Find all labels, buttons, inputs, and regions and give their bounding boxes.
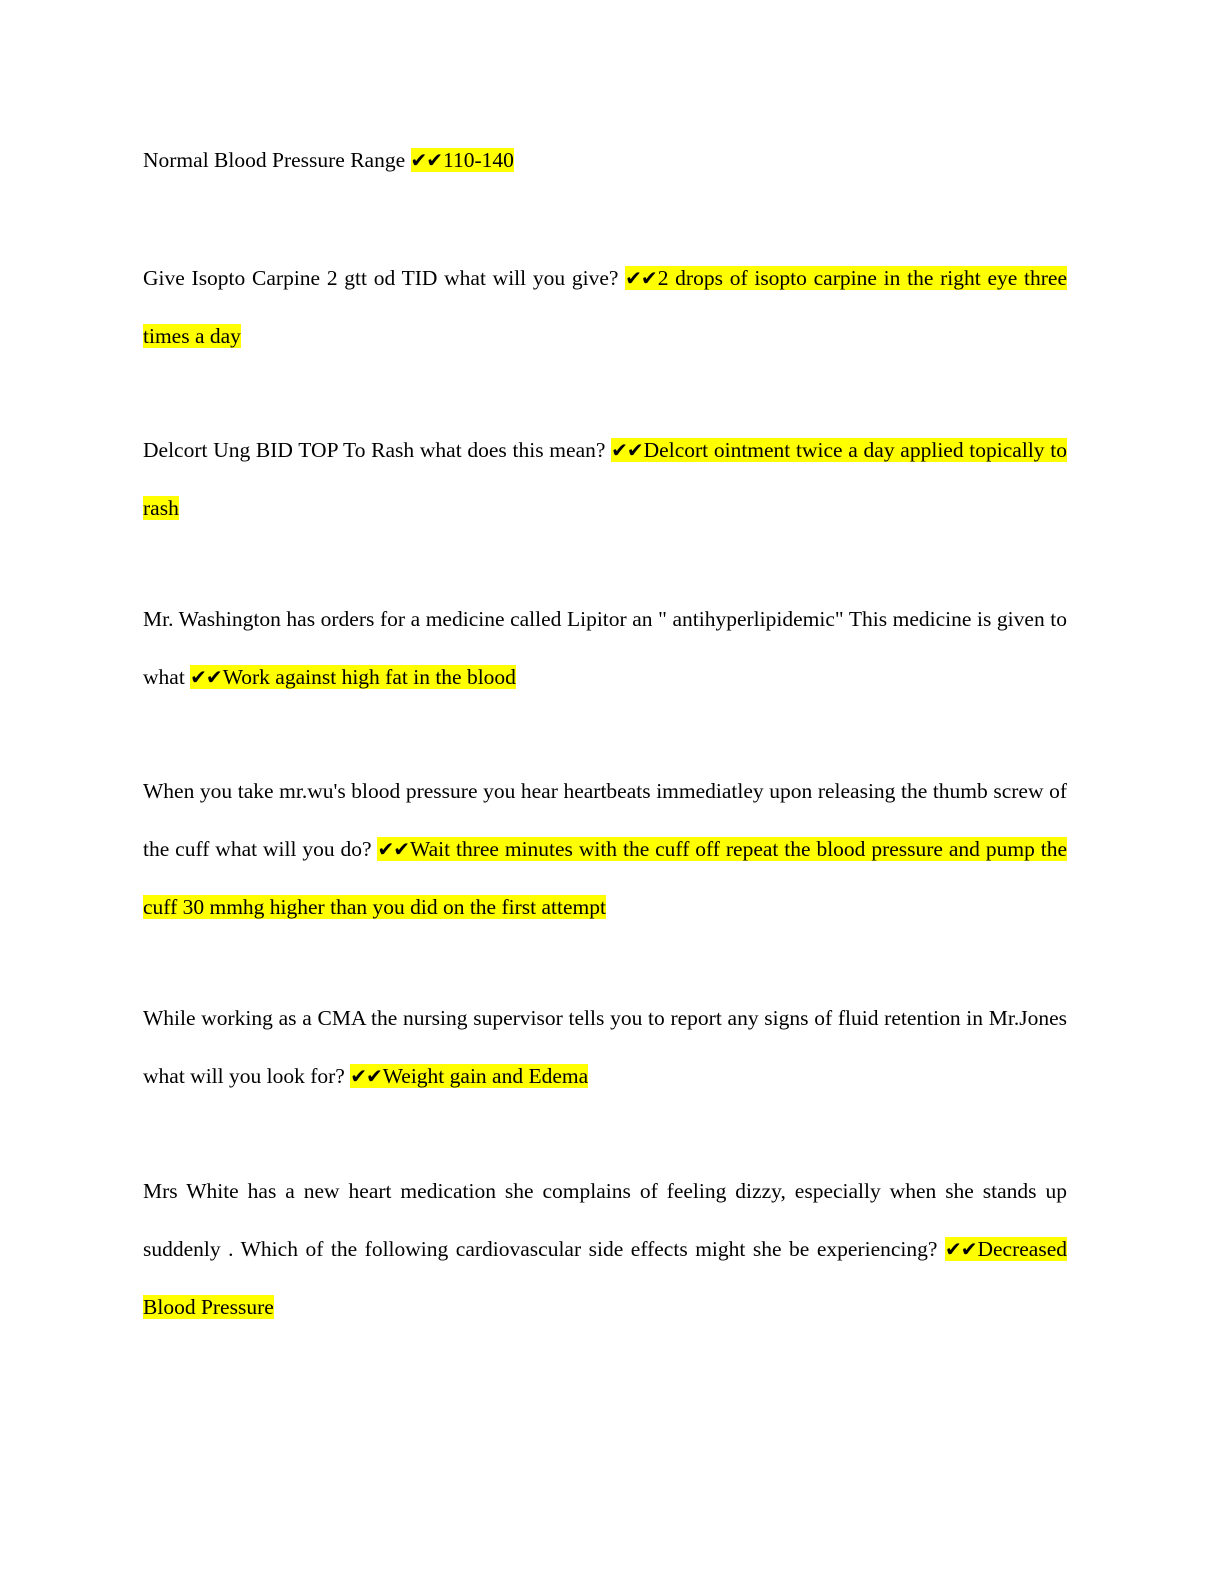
answer-text: Weight gain and Edema	[382, 1064, 589, 1088]
answer-highlight	[190, 665, 516, 689]
check-icon: ✔✔	[350, 1064, 382, 1088]
question-text: Mr. Washington has orders for a medicine called Lipitor an " antihyperlipidemic" This medicine is given to what	[143, 607, 1067, 689]
answer-text: Delcort ointment twice a day applied topically to rash	[143, 438, 1067, 520]
check-icon: ✔✔	[944, 1237, 977, 1261]
check-icon: ✔✔	[377, 837, 409, 861]
qa-item	[143, 989, 1067, 1105]
answer-text: 2 drops of isopto carpine in the right eye three times a day	[143, 266, 1068, 348]
qa-item	[143, 249, 1067, 365]
qa-item	[143, 1162, 1067, 1336]
check-icon: ✔✔	[410, 148, 443, 172]
check-icon: ✔✔	[611, 438, 643, 462]
question-text: While working as a CMA the nursing supervisor tells you to report any signs of fluid retention in Mr.Jones what will you look for?	[143, 1006, 1067, 1088]
answer-highlight	[411, 148, 514, 172]
check-icon: ✔✔	[190, 665, 222, 689]
question-text: When you take mr.wu's blood pressure you hear heartbeats immediatley upon releasing the thumb screw of the cuff what will you do?	[143, 779, 1067, 861]
answer-text: Decreased Blood Pressure	[143, 1237, 1067, 1319]
qa-item	[143, 590, 1067, 706]
answer-text: Wait three minutes with the cuff off repeat the blood pressure and pump the cuff 30 mmhg higher than you did on the first attempt	[143, 837, 1067, 919]
question-text: Give Isopto Carpine 2 gtt od TID what will you give?	[143, 266, 626, 290]
check-icon: ✔✔	[625, 266, 657, 290]
question-text: Mrs White has a new heart medication she complains of feeling dizzy, especially when she stands up suddenly . Which of the following cardiovascular side effects might she be experiencing?	[143, 1179, 1067, 1261]
qa-item	[143, 131, 1067, 189]
question-text: Delcort Ung BID TOP To Rash what does this mean?	[143, 438, 612, 462]
answer-text: 110-140	[443, 148, 514, 172]
qa-item	[143, 762, 1067, 936]
answer-highlight	[350, 1064, 588, 1088]
answer-text: Work against high fat in the blood	[222, 665, 516, 689]
qa-item	[143, 421, 1067, 537]
question-text: Normal Blood Pressure Range	[143, 148, 411, 172]
